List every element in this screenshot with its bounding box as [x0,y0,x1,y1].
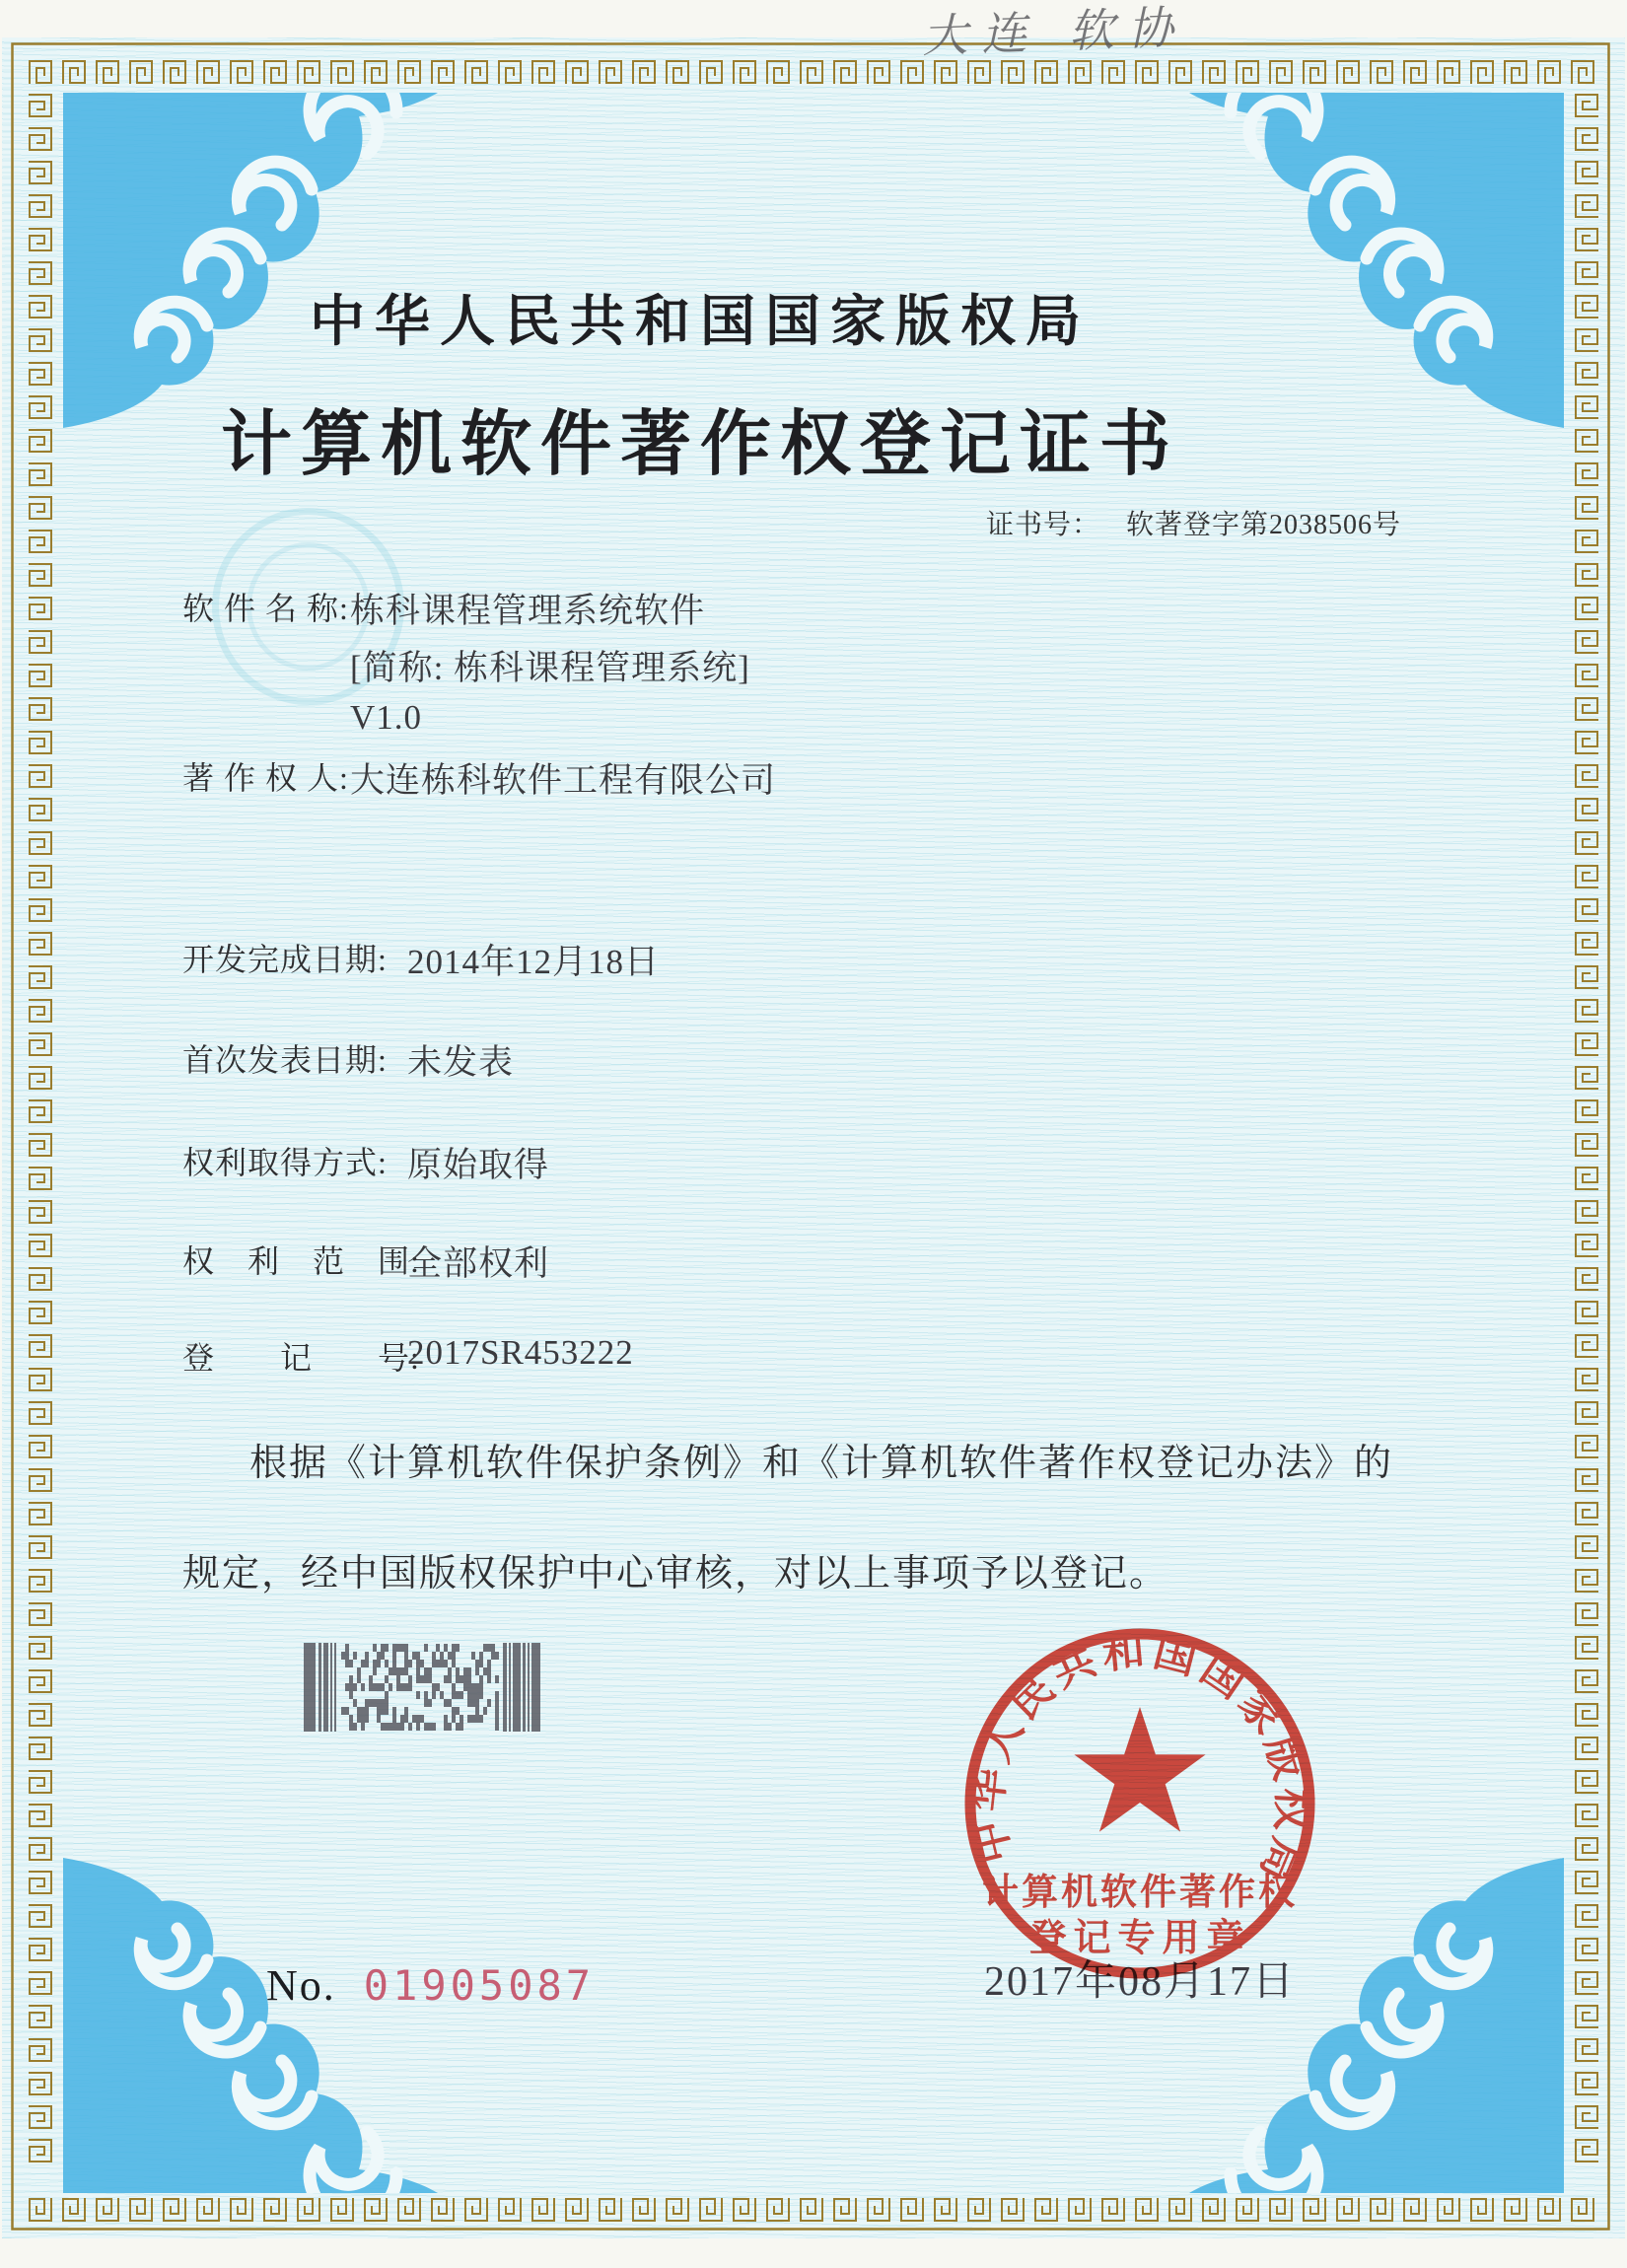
serial-number-digits: 01905087 [363,1961,596,2010]
version-value: V1.0 [350,698,423,737]
field-row-first-publication [0,1035,1627,1081]
statement-line-1: 根据《计算机软件保护条例》和《计算机软件著作权登记办法》的 [249,1443,1394,1484]
corner-ornament-top-right [1189,93,1564,428]
serial-number-label: No. [266,1961,336,2010]
official-seal [943,1606,1337,2001]
field-row-copyright-owner [0,753,1627,799]
issuing-authority-title: 中华人民共和国国家版权局 [310,292,1091,353]
registration-number-value: 2017SR453222 [407,1333,634,1372]
field-row-acquisition-method [0,1138,1627,1183]
first-publication-label: 首次发表日期: [182,1042,388,1078]
field-row-rights-scope [0,1237,1627,1282]
acquisition-method-value: 原始取得 [407,1146,550,1184]
corner-ornament-bottom-left [63,1858,438,2193]
software-name-value: 栋科课程管理系统软件 [350,592,706,630]
rights-scope-label: 权 利 范 围: [182,1243,420,1279]
field-row-registration-number [0,1333,1627,1379]
certificate-number-value: 软著登字第2038506号 [1126,510,1402,540]
copyright-owner-value: 大连栋科软件工程有限公司 [350,761,777,800]
statement-line-2: 规定，经中国版权保护中心审核，对以上事项予以登记。 [182,1553,1169,1595]
copyright-owner-label: 著 作 权 人: [182,760,349,796]
seal-ring-text: 中华人民共和国国家版权局 [963,1627,1316,1893]
rights-scope-value: 全部权利 [407,1244,550,1283]
field-row-completion-date [0,935,1627,980]
field-row-short-name [0,641,1627,686]
handwritten-annotation: 大连 软协 [921,0,1188,63]
serial-number-line [266,1960,595,2011]
first-publication-value: 未发表 [407,1043,515,1082]
seal-caption-line1: 计算机软件著作权 [982,1873,1298,1913]
certificate-number-line [986,503,1401,542]
software-name-label: 软 件 名 称: [182,591,349,626]
seal-caption-line2: 登记专用章 [1028,1918,1251,1959]
registration-number-label: 登 记 号: [182,1340,420,1376]
registration-date: 2017年08月17日 [984,1959,1297,2005]
acquisition-method-label: 权利取得方式: [182,1145,388,1180]
completion-date-label: 开发完成日期: [182,942,388,977]
pdf417-barcode-icon [304,1643,540,1732]
short-name-value: [简称: 栋科课程管理系统] [350,649,750,687]
field-row-software-name [0,584,1627,629]
completion-date-value: 2014年12月18日 [407,943,661,981]
corner-ornament-top-left [63,93,438,428]
field-row-version [0,698,1627,744]
star-icon [1074,1707,1205,1832]
certificate-title: 计算机软件著作权登记证书 [220,405,1179,484]
certificate-number-label: 证书号： [986,510,1101,540]
